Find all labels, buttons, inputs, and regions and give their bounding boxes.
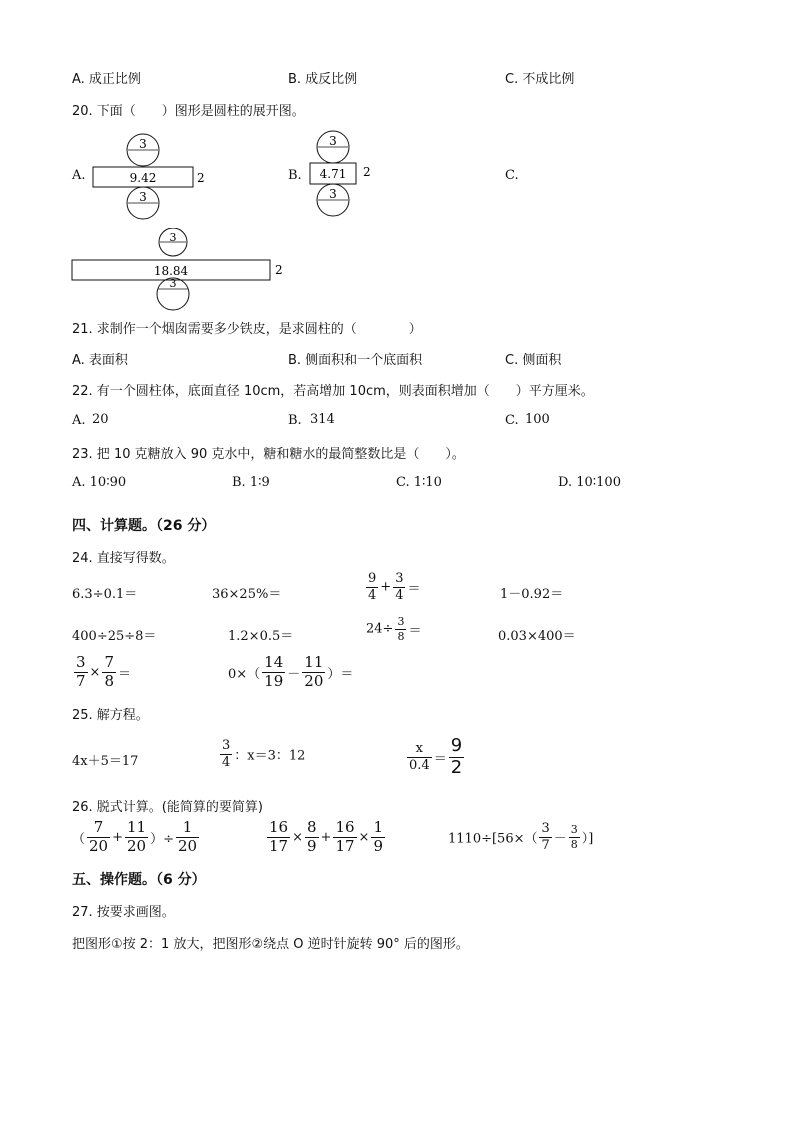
q20-b-bottom-circle-label: 3 [329,187,337,201]
q24-expr-7: 24÷ $\frac{3}{8}$ ＝ [366,615,422,643]
q26-expr-2: $\frac{16}{17}$ × $\frac{8}{9}$ + $\frac{16}{17}$ × $\frac{1}{9}$ [269,818,383,855]
q20-c-top-circle-label: 3 [169,231,177,244]
q21-stem: 21. 求制作一个烟囱需要多少铁皮，是求圆柱的（ ） [72,322,422,337]
q20-b-height-label: 2 [363,165,371,179]
q20-option-c-label: C. [505,168,519,183]
q22-stem: 22. 有一个圆柱体，底面直径 10cm，若高增加 10cm，则表面积增加（ ）平方厘米。 [72,384,594,399]
q22-option-a-label: A. [72,413,86,428]
q21-option-a: A. 表面积 [72,353,128,368]
q20-a-top-circle-label: 3 [139,137,147,151]
q21-option-c: C. 侧面积 [505,353,562,368]
q24-expr-2: 36×25%＝ [212,587,282,602]
q23-option-b: B. 1∶9 [232,475,270,490]
section-5-heading: 五、操作题。（6 分） [72,872,206,888]
q20-c-bottom-circle-label: 3 [169,277,177,290]
q27-instruction: 把图形①按 2：1 放大，把图形②绕点 O 逆时针旋转 90° 后的图形。 [72,937,469,952]
q23-stem: 23. 把 10 克糖放入 90 克水中，糖和糖水的最简整数比是（ ）。 [72,447,465,462]
q20-option-b-label: B. [288,168,302,183]
q20-c-height-label: 2 [275,263,283,277]
q23-option-c: C. 1∶10 [396,475,442,490]
q20-c-rect-label: 18.84 [153,264,189,278]
q23-option-a: A. 10∶90 [72,475,127,490]
q24-expr-9: $\frac{3}{7}$ × $\frac{7}{8}$ ＝ [76,653,132,690]
q24-expr-6: 1.2×0.5＝ [228,629,294,644]
q20-b-rect-label: 4.71 [319,167,347,181]
q20-option-a-label: A. [72,168,86,183]
q22-option-a: 20 [92,412,109,427]
q20-a-rect-label: 9.42 [129,171,157,185]
q20-stem: 20. 下面（ ）图形是圆柱的展开图。 [72,104,305,119]
q22-option-c: 100 [525,412,550,427]
q26-expr-1: （ $\frac{7}{20}$ + $\frac{11}{20}$ ）÷ $\frac{1}{20}$ [72,818,198,855]
q24-expr-1: 6.3÷0.1＝ [72,587,138,602]
q19-option-c: C. 不成比例 [505,72,575,87]
cylinder-net-c [68,228,298,312]
q20-a-height-label: 2 [197,171,205,185]
q19-option-b: B. 成反比例 [288,72,358,87]
q24-expr-4: 1－0.92＝ [500,587,564,602]
q27-stem: 27. 按要求画图。 [72,905,175,920]
cylinder-net-b [305,128,385,220]
q23-option-d: D. 10∶100 [558,475,621,490]
cylinder-net-a [90,130,220,220]
q24-expr-5: 400÷25÷8＝ [72,629,157,644]
q24-expr-3: $\frac{9}{4}$ + $\frac{3}{4}$ ＝ [368,571,421,603]
q21-option-b: B. 侧面积和一个底面积 [288,353,423,368]
q20-b-top-circle-label: 3 [329,134,337,148]
q22-option-b-label: B. [288,413,302,428]
q26-stem: 26. 脱式计算。(能简算的要简算) [72,800,263,815]
q24-expr-10: 0×（ $\frac{14}{19}$ － $\frac{11}{20}$ ）＝ [228,653,354,690]
q25-equation-1: 4x＋5＝17 [72,754,139,769]
q22-option-b: 314 [310,412,335,427]
q26-expr-3: 1110÷[56×（ $\frac{3}{7}$ － $\frac{3}{8}$ ）] [448,821,594,853]
q20-a-bottom-circle-label: 3 [139,190,147,204]
q24-stem: 24. 直接写得数。 [72,551,175,566]
q19-option-a: A. 成正比例 [72,72,141,87]
q22-option-c-label: C. [505,413,519,428]
q25-equation-3: $\frac{x}{0.4}$ ＝ $\frac{9}{2}$ [409,735,463,778]
q24-expr-8: 0.03×400＝ [498,629,576,644]
q25-stem: 25. 解方程。 [72,708,149,723]
q25-equation-2: $\frac{3}{4}$ ：x＝3：12 [222,738,306,770]
section-4-heading: 四、计算题。（26 分） [72,518,216,534]
